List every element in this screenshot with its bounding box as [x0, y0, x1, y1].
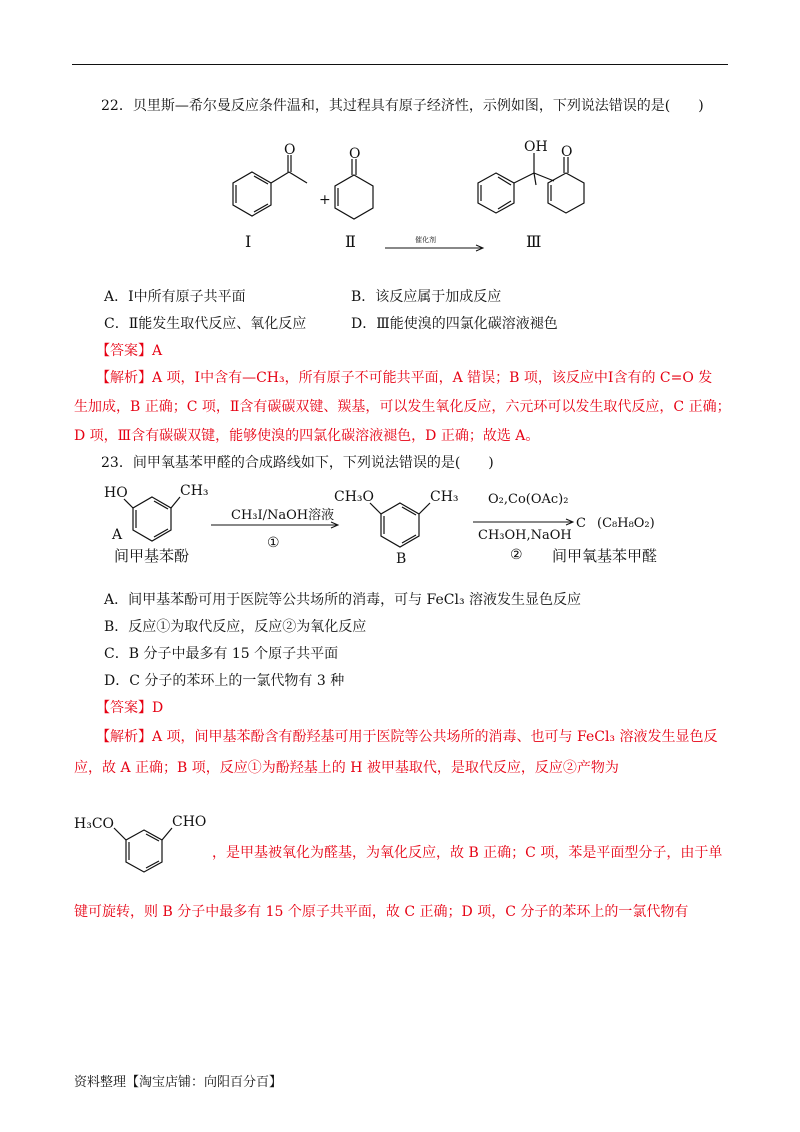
- compound-c-label: C: [576, 516, 586, 531]
- q22-reaction-figure: [200, 135, 640, 255]
- q23-option-c: C．B 分子中最多有 15 个原子共平面: [104, 646, 339, 662]
- step-2-number: ②: [510, 547, 523, 563]
- molecule-2-label: Ⅱ: [345, 232, 356, 251]
- q23-option-d: D．C 分子的苯环上的一氯代物有 3 种: [104, 673, 345, 689]
- molecule-3-oxygen: O: [561, 144, 573, 160]
- compound-b-methoxy: CH₃O: [334, 489, 375, 505]
- compound-b-label: B: [396, 551, 407, 567]
- q22-stem: 22．贝里斯—希尔曼反应条件温和，其过程具有原子经济性，示例如图，下列说法错误的是( ): [101, 98, 704, 114]
- compound-b-methyl: CH₃: [430, 489, 459, 505]
- compound-a-hydroxyl: HO: [104, 485, 128, 501]
- molecule-3-hydroxyl: OH: [524, 139, 548, 155]
- molecule-3-label: Ⅲ: [526, 232, 542, 251]
- step-1-number: ①: [267, 535, 280, 551]
- product-aldehyde: CHO: [172, 814, 207, 830]
- q23-answer: 【答案】D: [96, 700, 164, 716]
- q22-analysis-line-3: D 项，Ⅲ含有碳碳双键，能够使溴的四氯化碳溶液褪色，D 正确；故选 A。: [74, 428, 540, 444]
- compound-a-label: A: [112, 527, 123, 543]
- q22-option-a: A．Ⅰ中所有原子共平面: [104, 289, 246, 305]
- q22-option-d: D．Ⅲ能使溴的四氯化碳溶液褪色: [351, 316, 558, 332]
- q23-analysis-line-1: 【解析】A 项，间甲基苯酚含有酚羟基可用于医院等公共场所的消毒、也可与 FeCl₃ 溶液发生显色反: [96, 729, 718, 745]
- catalyst-label: 催化剂: [415, 236, 436, 244]
- q23-product-structure: [72, 808, 222, 878]
- compound-a-name: 间甲基苯酚: [114, 547, 190, 565]
- q23-analysis-line-2: 应，故 A 正确；B 项，反应①为酚羟基上的 H 被甲基取代，是取代反应，反应②产物为: [74, 760, 619, 776]
- q23-option-a: A．间甲基苯酚可用于医院等公共场所的消毒，可与 FeCl₃ 溶液发生显色反应: [104, 592, 582, 608]
- compound-a-structure: [124, 497, 180, 541]
- compound-b-structure: [370, 503, 430, 547]
- step-2-reagent-top: O₂,Co(OAc)₂: [488, 492, 569, 507]
- molecule-3-structure: [478, 153, 584, 213]
- compound-c-name: 间甲氧基苯甲醛: [552, 547, 658, 565]
- q23-stem: 23．间甲氧基苯甲醛的合成路线如下，下列说法错误的是( ): [101, 455, 494, 471]
- plus-sign: +: [319, 192, 331, 208]
- step-1-reagent: CH₃I/NaOH溶液: [231, 508, 335, 523]
- molecule-1-structure: [233, 155, 307, 216]
- q22-option-c: C．Ⅱ能发生取代反应、氧化反应: [104, 316, 307, 332]
- q23-analysis-line-3: ，是甲基被氧化为醛基，为氧化反应，故 B 正确；C 项，苯是平面型分子，由于单: [212, 845, 723, 861]
- molecule-1-oxygen: O: [284, 142, 296, 158]
- q22-option-b: B．该反应属于加成反应: [351, 289, 502, 305]
- product-methoxy: H₃CO: [74, 816, 115, 832]
- footer-source: 资料整理【淘宝店铺：向阳百分百】: [74, 1075, 283, 1090]
- q23-option-b: B．反应①为取代反应，反应②为氧化反应: [104, 619, 367, 635]
- compound-c-formula: (C₈H₈O₂): [597, 516, 655, 531]
- molecule-2-oxygen: O: [349, 146, 361, 162]
- header-rule: [72, 64, 728, 65]
- compound-a-methyl: CH₃: [180, 483, 209, 499]
- molecule-2-structure: [335, 159, 373, 219]
- molecule-1-label: Ⅰ: [245, 232, 252, 251]
- q23-synthesis-figure: [100, 475, 700, 575]
- q23-analysis-line-4: 键可旋转，则 B 分子中最多有 15 个原子共平面，故 C 正确；D 项，C 分子的苯环上的一氯代物有: [74, 904, 689, 920]
- q22-answer: 【答案】A: [96, 343, 163, 359]
- q22-analysis-line-1: 【解析】A 项，Ⅰ中含有—CH₃，所有原子不可能共平面，A 错误；B 项，该反应中Ⅰ含有的 C=O 发: [96, 370, 713, 386]
- step-2-reagent-bottom: CH₃OH,NaOH: [478, 528, 572, 543]
- q22-analysis-line-2: 生加成，B 正确；C 项，Ⅱ含有碳碳双键、羰基，可以发生氧化反应，六元环可以发生取代反应，C 正确；: [74, 399, 731, 415]
